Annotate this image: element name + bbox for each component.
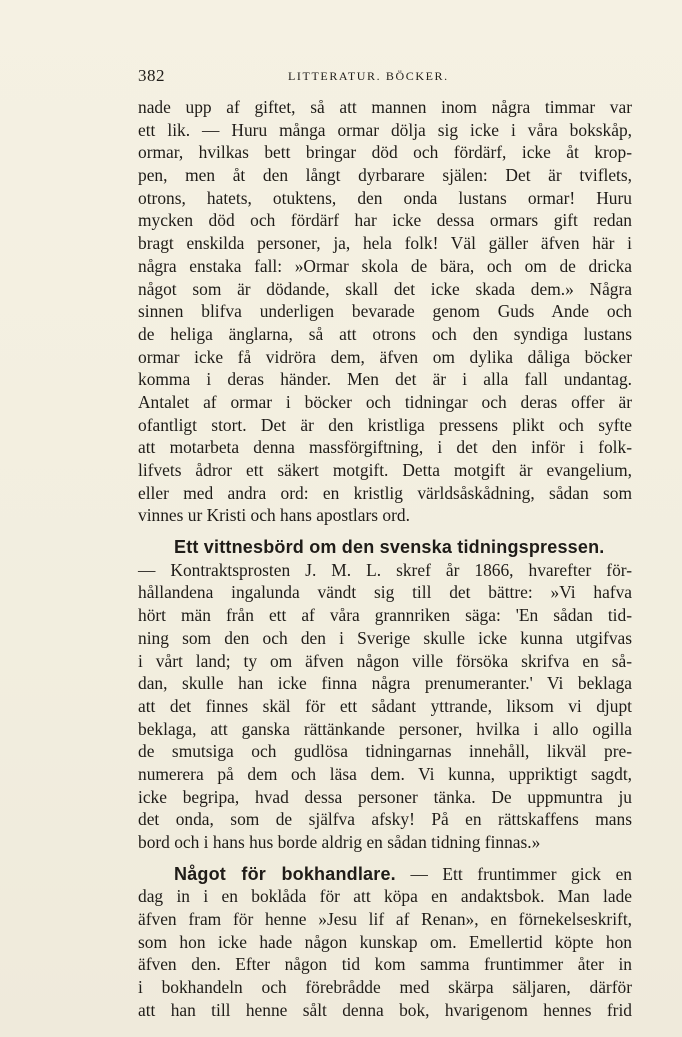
text-line: eller med andra ord: en kristlig världsåskådning, sådan som	[138, 482, 632, 503]
text-line: lifvets ådror ett säkert motgift. Detta motgift är evangelium,	[138, 460, 632, 480]
text-line: hållandena ingalunda vändt sig till det bättre: »Vi hafva	[138, 582, 632, 603]
text-line: i vårt land; ty om äfven någon ville försöka skrifva en så-	[138, 650, 632, 671]
text-line: numerera på dem och läsa dem. Vi kunna, uppriktigt sagdt,	[138, 763, 632, 784]
text-line: — Kontraktsprosten J. M. L. skref år 1866, hvarefter för-	[138, 559, 632, 580]
text-line: hört män från ett af våra grannriken säga: 'En sådan tid-	[138, 605, 632, 626]
text-line: äfven fram för henne »Jesu lif af Renan», en förnekelseskrift,	[138, 909, 632, 930]
text-line: komma i deras händer. Men det är i alla fall undantag.	[138, 369, 632, 390]
text-line: bragt enskilda personer, ja, hela folk! Väl gäller äfven här i	[138, 233, 632, 254]
text-line: att han till henne sålt denna bok, hvarigenom hennes frid	[138, 999, 632, 1020]
text-line: pen, men åt den långt dyrbarare själen: Det är tviflets,	[138, 165, 632, 186]
section-heading-rest: — Ett fruntimmer gick en	[410, 863, 632, 884]
text-line: ofantligt stort. Det är den kristliga pressens plikt och syfte	[138, 414, 632, 435]
section-heading-line	[138, 863, 632, 886]
text-line: att det finnes skäl för ett sådant yttrande, liksom vi djupt	[138, 695, 632, 716]
text-line: att motarbeta denna massförgiftning, i det den inför i folk-	[138, 437, 632, 458]
text-line: som hon icke hade någon kunskap om. Emellertid köpte hon	[138, 931, 632, 952]
text-line: äfven den. Efter någon tid kom samma fruntimmer åter in	[138, 954, 632, 975]
text-line: mycken död och fördärf har icke dessa ormars gift redan	[138, 210, 632, 231]
text-line: sinnen blifva underligen bevarade genom Guds Ande och	[138, 301, 632, 322]
text-line: vinnes ur Kristi och hans apostlars ord.	[138, 505, 410, 526]
text-line: några enstaka fall: »Ormar skola de bära, och om de dricka	[138, 255, 632, 276]
text-line: något som är dödande, skall det icke skada dem.» Några	[138, 278, 632, 299]
text-line: ormar, hvilkas bett bringar död och fördärf, icke åt krop-	[138, 142, 632, 163]
paragraph-snakes	[138, 96, 632, 527]
section-heading	[138, 536, 632, 559]
text-line: ormar icke få vidröra dem, äfven om dylika dåliga böcker	[138, 346, 632, 367]
text-line: det onda, som de själfva afsky! På en rättskaffens mans	[138, 809, 632, 830]
text-line: i bokhandeln och förebrådde med skärpa säljaren, därför	[138, 977, 632, 998]
text-line: beklaga, att ganska rättänkande personer, hvilka i allo ogilla	[138, 718, 632, 739]
text-line: bord och i hans hus borde aldrig en sådan tidning finnas.»	[138, 832, 541, 852]
section-heading-text: Något för bokhandlare.	[174, 863, 396, 884]
text-line: icke begripa, hvad dessa personer tänka. De uppmuntra ju	[138, 786, 632, 807]
page-header	[138, 66, 632, 88]
text-line: ning som den och den i Sverige skulle icke kunna utgifvas	[138, 627, 632, 648]
text-line: dag in i en boklåda för att köpa en andaktsbok. Man lade	[138, 886, 632, 907]
text-line: dan, skulle han icke finna några prenumeranter.' Vi beklaga	[138, 673, 632, 694]
text-line: de heliga änglarna, så att otrons och den syndiga lustans	[138, 323, 632, 344]
section-heading-text: Ett vittnesbörd om den svenska tidningspressen.	[174, 537, 605, 558]
running-head: LITTERATUR. BÖCKER.	[288, 69, 449, 83]
body-text	[138, 96, 632, 1022]
section-press-testimony	[138, 536, 632, 854]
text-line: de smutsiga och gudlösa tidningarnas innehåll, likväl pre-	[138, 741, 632, 762]
section-booksellers	[138, 863, 632, 1022]
page-number: 382	[138, 66, 165, 85]
text-line: ett lik. — Huru många ormar dölja sig icke i våra bokskåp,	[138, 119, 632, 140]
text-line: nade upp af giftet, så att mannen inom några timmar var	[138, 97, 632, 117]
text-line: Antalet af ormar i böcker och tidningar och deras offer är	[138, 391, 632, 412]
text-line: otrons, hatets, otuktens, den onda lustans ormar! Huru	[138, 187, 632, 208]
